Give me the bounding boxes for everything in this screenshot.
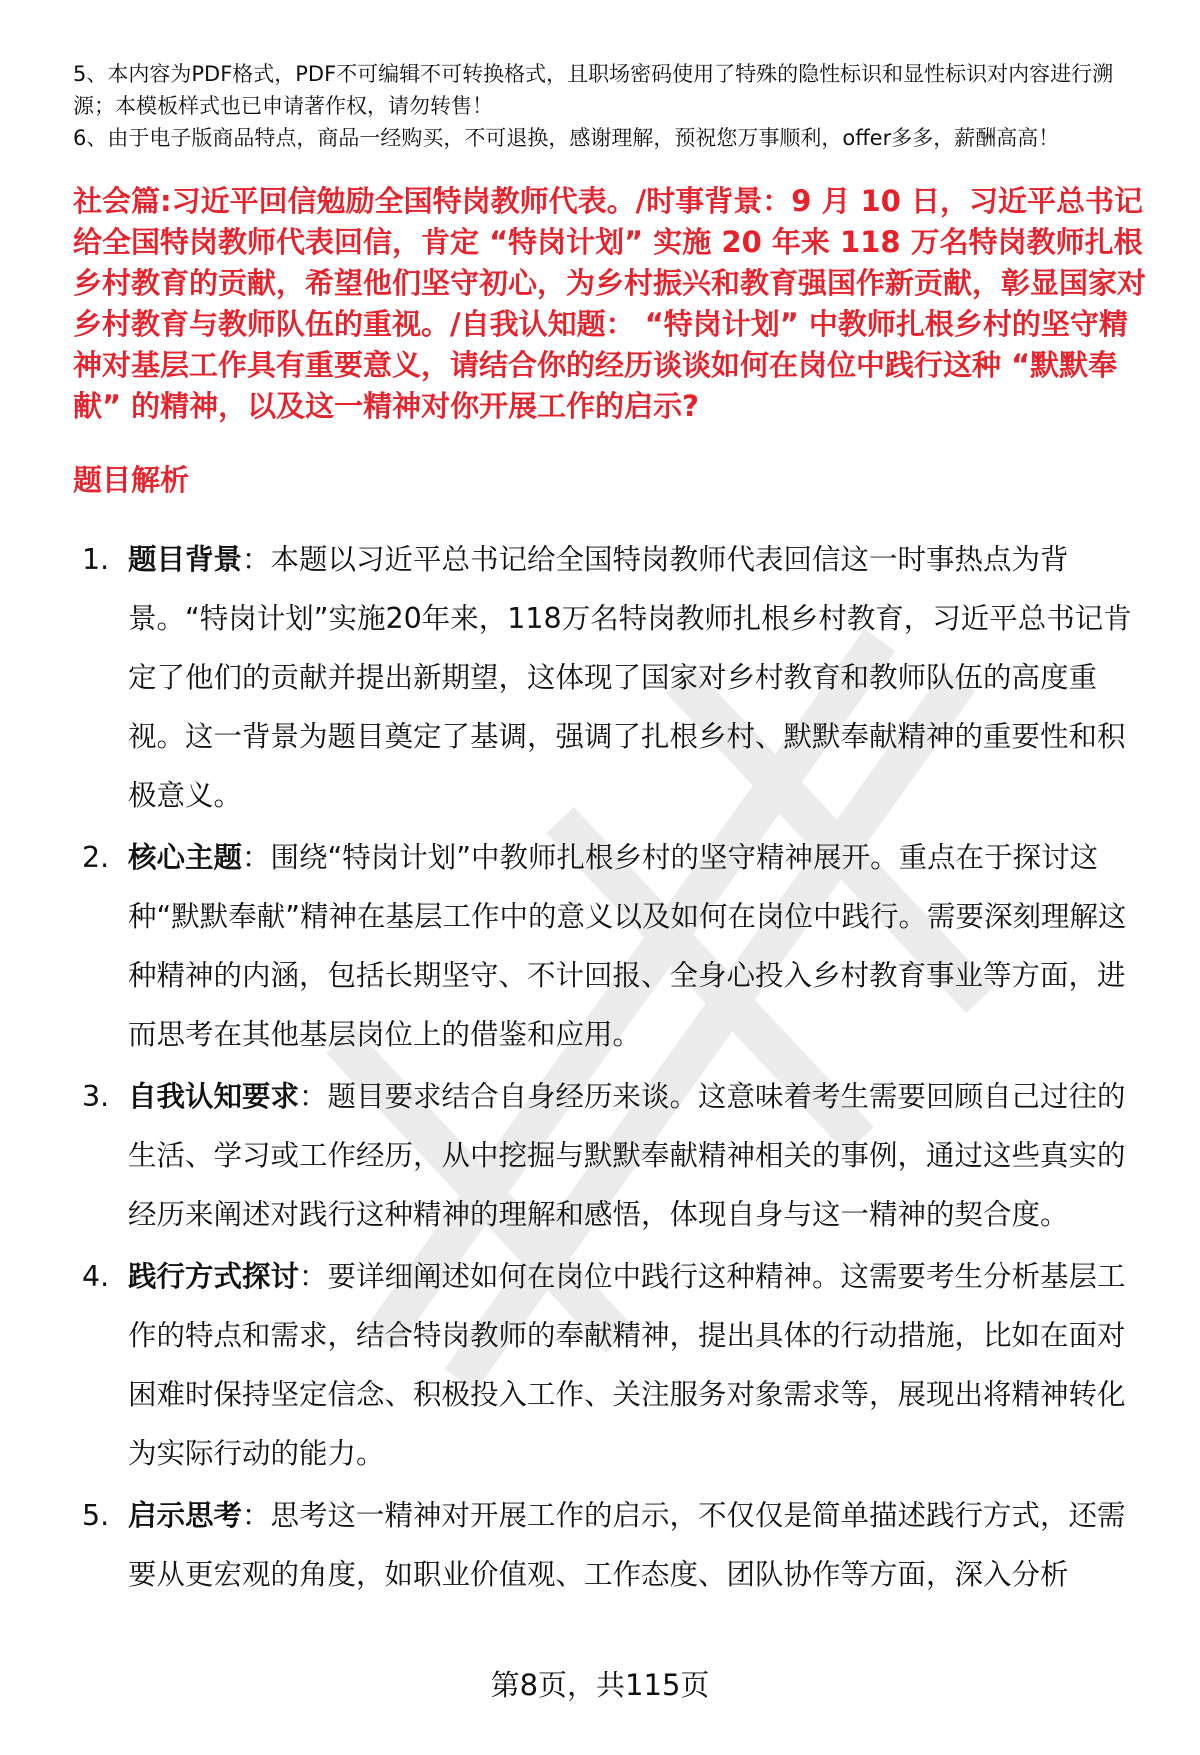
- analysis-list: [82, 530, 1152, 1607]
- item-text: 思考这一精神对开展工作的启示，不仅仅是简单描述践行方式，还需要从更宏观的角度，如职业价值观、工作态度、团队协作等方面，深入分析: [128, 1499, 1126, 1591]
- page-footer: 第8页，共115页: [490, 1668, 710, 1702]
- analysis-item: [82, 1247, 1152, 1483]
- section-title: 题目解析: [73, 463, 190, 497]
- item-number: 5.: [82, 1499, 110, 1532]
- item-text: 要详细阐述如何在岗位中践行这种精神。这需要考生分析基层工作的特点和需求，结合特岗教师的奉献精神，提出具体的行动措施，比如在面对困难时保持坚定信念、积极投入工作、关注服务对象需求等，展现出将精神转化为实际行动的能力。: [128, 1260, 1126, 1470]
- item-text: 本题以习近平总书记给全国特岗教师代表回信这一时事热点为背景。“特岗计划”实施20年来，118万名特岗教师扎根乡村教育，习近平总书记肯定了他们的贡献并提出新期望，这体现了国家对乡村教育和教师队伍的高度重视。这一背景为题目奠定了基调，强调了扎根乡村、默默奉献精神的重要性和积极意义。: [128, 543, 1132, 812]
- item-number: 3.: [82, 1080, 110, 1113]
- item-label: 践行方式探讨: [128, 1260, 300, 1293]
- item-separator: ：: [242, 543, 271, 576]
- item-separator: ：: [299, 1260, 328, 1293]
- analysis-item: [82, 828, 1152, 1064]
- item-number: 2.: [82, 841, 110, 874]
- item-number: 4.: [82, 1260, 110, 1293]
- item-label: 题目背景: [128, 543, 243, 576]
- note-5: 5、本内容为PDF格式，PDF不可编辑不可转换格式，且职场密码使用了特殊的隐性标识和显性标识对内容进行溯源；本模板样式也已申请著作权，请勿转售！: [73, 62, 1114, 118]
- item-label: 核心主题: [128, 841, 243, 874]
- analysis-item: [82, 1486, 1152, 1604]
- item-label: 自我认知要求: [128, 1080, 300, 1113]
- item-text: 围绕“特岗计划”中教师扎根乡村的坚守精神展开。重点在于探讨这种“默默奉献”精神在基层工作中的意义以及如何在岗位中践行。需要深刻理解这种精神的内涵，包括长期坚守、不计回报、全身心投入乡村教育事业等方面，进而思考在其他基层岗位上的借鉴和应用。: [128, 841, 1127, 1051]
- item-text: 题目要求结合自身经历来谈。这意味着考生需要回顾自己过往的生活、学习或工作经历，从中挖掘与默默奉献精神相关的事例，通过这些真实的经历来阐述对践行这种精神的理解和感悟，体现自身与这一精神的契合度。: [128, 1080, 1126, 1231]
- analysis-item: [82, 530, 1152, 825]
- question-text: 社会篇:习近平回信勉励全国特岗教师代表。/时事背景：9 月 10 日，习近平总书记给全国特岗教师代表回信，肯定 “特岗计划” 实施 20 年来 118 万名特岗教师扎根乡村教育的贡献，希望他们坚守初心，为乡村振兴和教育强国作新贡献，彰显国家对乡村教育与教师队伍的重视。/自我认知题： “特岗计划” 中教师扎根乡村的坚守精神对基层工作具有重要意义，请结合你的经历谈谈如何在岗位中践行这种 “默默奉献” 的精神，以及这一精神对你开展工作的启示?: [73, 184, 1147, 423]
- analysis-item: [82, 1067, 1152, 1244]
- item-number: 1.: [82, 543, 110, 576]
- item-separator: ：: [242, 1499, 271, 1532]
- notes-block: [73, 58, 1153, 154]
- item-separator: ：: [242, 841, 271, 874]
- note-6: 6、由于电子版商品特点，商品一经购买，不可退换，感谢理解，预祝您万事顺利，offer多多，薪酬高高！: [73, 126, 1060, 150]
- item-separator: ：: [299, 1080, 328, 1113]
- item-label: 启示思考: [128, 1499, 243, 1532]
